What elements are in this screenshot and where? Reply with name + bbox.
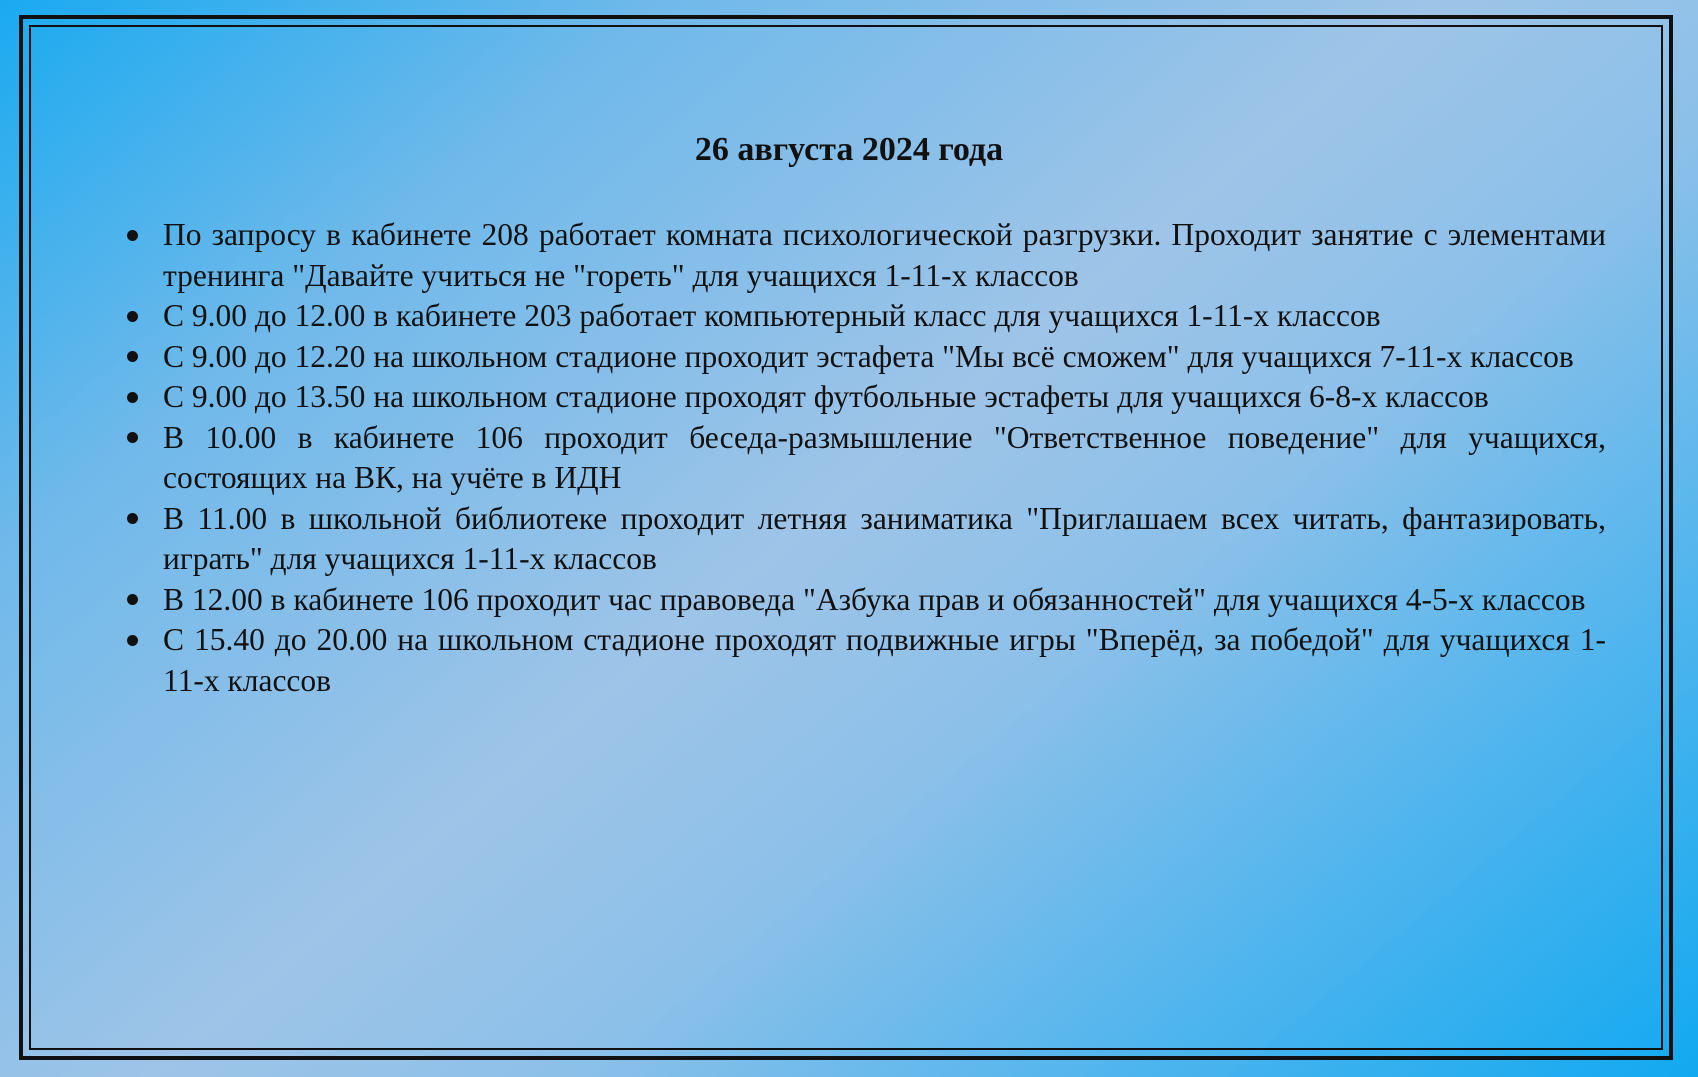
bullet-icon (126, 620, 138, 661)
list-item (163, 215, 1606, 296)
page-title: 26 августа 2024 года (694, 131, 1004, 168)
bullet-icon (126, 580, 138, 621)
list-item (163, 337, 1606, 378)
list-item (163, 418, 1606, 499)
event-list (163, 215, 1606, 701)
list-item (163, 377, 1606, 418)
list-item-text: С 9.00 до 12.00 в кабинете 203 работает компьютерный класс для учащихся 1-11-х классов (163, 298, 1381, 333)
list-item (163, 580, 1606, 621)
list-item-text: С 9.00 до 12.20 на школьном стадионе проходит эстафета "Мы всё сможем" для учащихся 7-11-х классов (163, 338, 1574, 374)
list-item-text: С 15.40 до 20.00 на школьном стадионе проходят подвижные игры "Вперёд, за победой" для учащихся 1-11-х классов (163, 622, 1606, 698)
bullet-icon (126, 418, 138, 459)
bullet-icon (126, 499, 138, 540)
list-item (163, 499, 1606, 580)
list-item-text: В 12.00 в кабинете 106 проходит час правоведа "Азбука прав и обязанностей" для учащихся 4-5-х классов (163, 581, 1586, 617)
bullet-icon (126, 377, 138, 418)
list-item (163, 296, 1606, 337)
list-item-text: По запросу в кабинете 208 работает комната психологической разгрузки. Проходит занятие с элементами тренинга "Давайте учиться не "гореть" для учащихся 1-11-х классов (163, 217, 1606, 293)
bullet-icon (126, 215, 138, 256)
list-item-text: В 10.00 в кабинете 106 проходит беседа-размышление "Ответственное поведение" для учащихся, состоящих на ВК, на учёте в ИДН (163, 419, 1606, 495)
bullet-icon (126, 337, 138, 378)
bullet-icon (126, 296, 138, 337)
list-item (163, 620, 1606, 701)
list-item-text: С 9.00 до 13.50 на школьном стадионе проходят футбольные эстафеты для учащихся 6-8-х классов (163, 379, 1489, 414)
list-item-text: В 11.00 в школьной библиотеке проходит летняя заниматика "Приглашаем всех читать, фантазировать, играть" для учащихся 1-11-х классов (163, 500, 1606, 576)
